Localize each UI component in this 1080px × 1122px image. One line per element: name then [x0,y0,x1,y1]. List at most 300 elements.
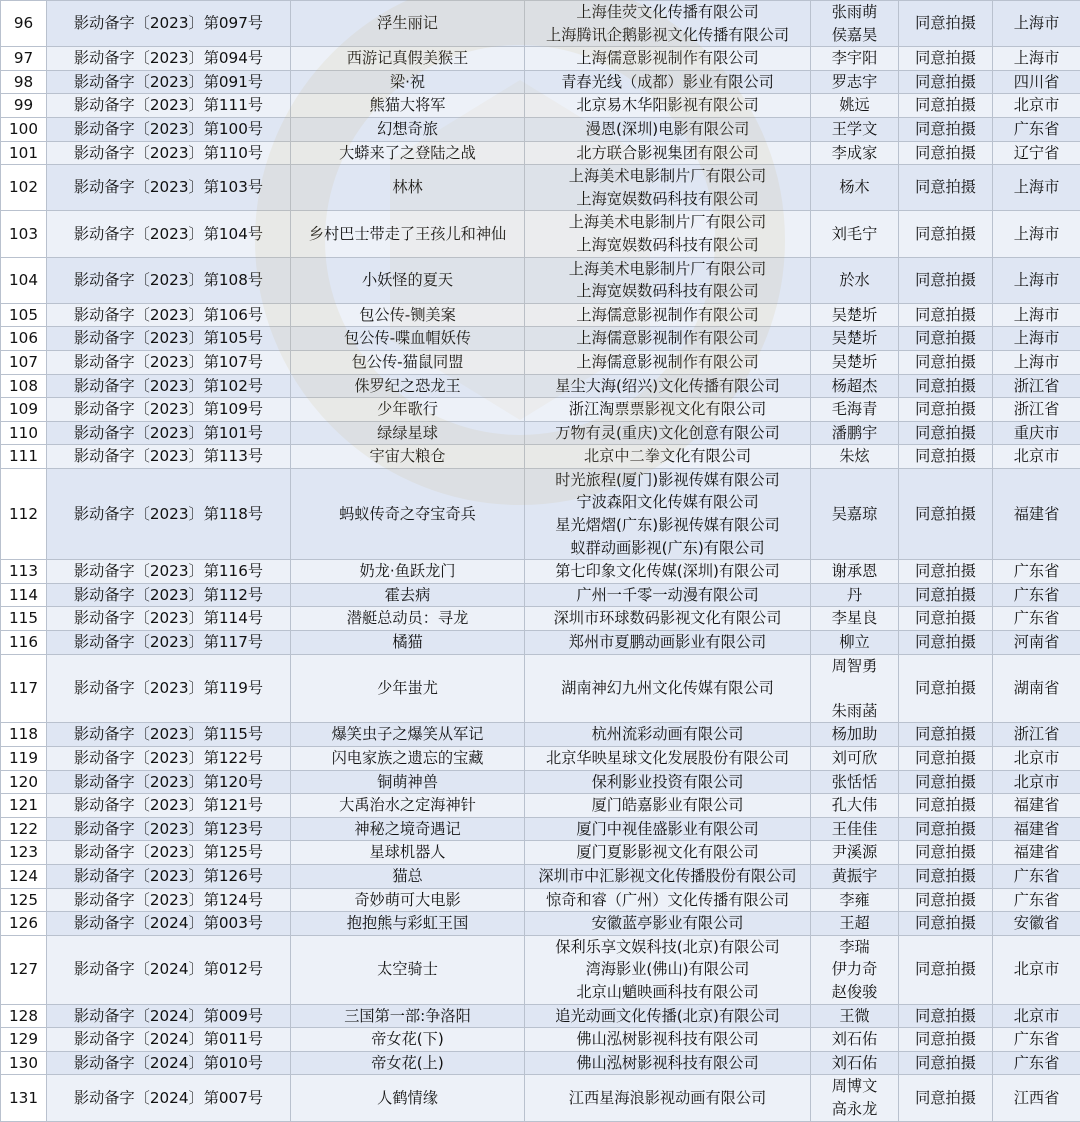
record-number-cell: 影动备字〔2024〕第011号 [47,1028,291,1052]
table-row [1,1028,1080,1052]
record-number-cell: 影动备字〔2023〕第094号 [47,47,291,71]
opinion-cell: 同意拍摄 [899,1004,993,1028]
director-name: 周智勇 [812,655,897,678]
film-title-cell: 绿绿星球 [291,421,525,445]
record-number-cell: 影动备字〔2023〕第109号 [47,398,291,422]
director-name: 刘石佑 [812,1028,897,1051]
company-cell [525,94,811,118]
company-name: 广州一千零一动漫有限公司 [526,584,809,607]
director-cell [811,631,899,655]
company-name: 上海腾讯企鹅影视文化传播有限公司 [526,24,809,47]
row-number-cell: 120 [1,770,47,794]
company-cell [525,723,811,747]
row-number-cell: 116 [1,631,47,655]
director-cell [811,165,899,211]
region-cell: 广东省 [993,560,1080,584]
row-number-cell: 131 [1,1075,47,1121]
director-cell [811,912,899,936]
film-title-cell: 宇宙大粮仓 [291,445,525,469]
region-cell: 北京市 [993,94,1080,118]
opinion-cell: 同意拍摄 [899,165,993,211]
director-name: 谢承恩 [812,560,897,583]
row-number-cell: 99 [1,94,47,118]
company-name: 星光熠熠(广东)影视传媒有限公司 [526,514,809,537]
director-cell [811,560,899,584]
director-name: 朱炫 [812,445,897,468]
company-name: 佛山泓树影视科技有限公司 [526,1052,809,1075]
opinion-cell: 同意拍摄 [899,141,993,165]
director-name: 王学文 [812,118,897,141]
film-title-cell: 乡村巴士带走了王孩儿和神仙 [291,211,525,257]
company-cell [525,468,811,559]
company-name: 深圳市环球数码影视文化有限公司 [526,607,809,630]
company-cell [525,303,811,327]
record-number-cell: 影动备字〔2023〕第100号 [47,117,291,141]
director-cell [811,794,899,818]
table-row [1,445,1080,469]
director-name: 刘可欣 [812,747,897,770]
table-row [1,935,1080,1004]
record-number-cell: 影动备字〔2024〕第010号 [47,1051,291,1075]
company-cell [525,1,811,47]
company-cell [525,141,811,165]
row-number-cell: 113 [1,560,47,584]
table-row [1,211,1080,257]
region-cell: 上海市 [993,211,1080,257]
director-name: 王佳佳 [812,818,897,841]
opinion-cell: 同意拍摄 [899,654,993,723]
company-name: 上海儒意影视制作有限公司 [526,327,809,350]
director-cell [811,1028,899,1052]
director-name: 潘鹏宇 [812,422,897,445]
record-number-cell: 影动备字〔2023〕第117号 [47,631,291,655]
film-title-cell: 梁·祝 [291,70,525,94]
company-name: 上海宽娱数码科技有限公司 [526,188,809,211]
company-cell [525,1075,811,1121]
director-name: 高永龙 [812,1098,897,1121]
company-cell [525,841,811,865]
opinion-cell: 同意拍摄 [899,864,993,888]
table-row [1,747,1080,771]
row-number-cell: 128 [1,1004,47,1028]
director-name: 侯嘉昊 [812,24,897,47]
company-name: 湖南神幻九州文化传媒有限公司 [526,677,809,700]
table-row [1,141,1080,165]
opinion-cell: 同意拍摄 [899,817,993,841]
table-row [1,1075,1080,1121]
director-cell [811,607,899,631]
film-title-cell: 霍去病 [291,583,525,607]
row-number-cell: 122 [1,817,47,841]
table-row [1,631,1080,655]
film-title-cell: 星球机器人 [291,841,525,865]
company-name: 上海儒意影视制作有限公司 [526,351,809,374]
record-number-cell: 影动备字〔2023〕第108号 [47,257,291,303]
company-name: 上海佳荧文化传播有限公司 [526,1,809,24]
opinion-cell: 同意拍摄 [899,583,993,607]
director-name: 柳立 [812,631,897,654]
region-cell: 上海市 [993,327,1080,351]
table-row [1,47,1080,71]
company-cell [525,583,811,607]
region-cell: 广东省 [993,864,1080,888]
opinion-cell: 同意拍摄 [899,935,993,1004]
director-name: 杨超杰 [812,375,897,398]
table-row [1,327,1080,351]
company-cell [525,421,811,445]
film-title-cell: 小妖怪的夏天 [291,257,525,303]
company-name: 青春光线（成都）影业有限公司 [526,71,809,94]
table-row [1,421,1080,445]
record-number-cell: 影动备字〔2023〕第097号 [47,1,291,47]
director-name: 刘石佑 [812,1052,897,1075]
table-row [1,117,1080,141]
film-title-cell: 猫总 [291,864,525,888]
director-cell [811,398,899,422]
company-cell [525,1004,811,1028]
director-cell [811,1075,899,1121]
company-name: 郑州市夏鹏动画影业有限公司 [526,631,809,654]
row-number-cell: 107 [1,350,47,374]
opinion-cell: 同意拍摄 [899,47,993,71]
director-name: 赵俊骏 [812,981,897,1004]
company-cell [525,327,811,351]
table-row [1,841,1080,865]
table-row [1,1051,1080,1075]
opinion-cell: 同意拍摄 [899,1,993,47]
row-number-cell: 129 [1,1028,47,1052]
company-name: 上海美术电影制片厂有限公司 [526,258,809,281]
region-cell: 广东省 [993,1028,1080,1052]
director-cell [811,141,899,165]
film-title-cell: 少年歌行 [291,398,525,422]
table-row [1,864,1080,888]
region-cell: 上海市 [993,257,1080,303]
row-number-cell: 112 [1,468,47,559]
row-number-cell: 105 [1,303,47,327]
company-name: 漫恩(深圳)电影有限公司 [526,118,809,141]
opinion-cell: 同意拍摄 [899,912,993,936]
row-number-cell: 117 [1,654,47,723]
company-cell [525,398,811,422]
region-cell: 广东省 [993,583,1080,607]
table-row [1,817,1080,841]
film-title-cell: 橘猫 [291,631,525,655]
director-name: 杨加助 [812,723,897,746]
director-name: 李瑞 [812,936,897,959]
table-row [1,770,1080,794]
director-name: 周博文 [812,1075,897,1098]
director-name: 吴嘉琼 [812,503,897,526]
company-cell [525,1051,811,1075]
opinion-cell: 同意拍摄 [899,117,993,141]
company-cell [525,560,811,584]
director-name: 刘毛宁 [812,223,897,246]
table-row [1,654,1080,723]
opinion-cell: 同意拍摄 [899,841,993,865]
company-name: 湾海影业(佛山)有限公司 [526,958,809,981]
company-name: 上海美术电影制片厂有限公司 [526,211,809,234]
company-cell [525,817,811,841]
film-title-cell: 包公传-猫鼠同盟 [291,350,525,374]
film-title-cell: 抱抱熊与彩虹王国 [291,912,525,936]
company-cell [525,117,811,141]
opinion-cell: 同意拍摄 [899,888,993,912]
film-title-cell: 幻想奇旅 [291,117,525,141]
film-title-cell: 包公传-铡美案 [291,303,525,327]
director-name: 吴楚圻 [812,351,897,374]
company-name: 上海宽娱数码科技有限公司 [526,280,809,303]
row-number-cell: 104 [1,257,47,303]
company-cell [525,445,811,469]
director-cell [811,723,899,747]
opinion-cell: 同意拍摄 [899,1075,993,1121]
record-number-cell: 影动备字〔2023〕第111号 [47,94,291,118]
row-number-cell: 130 [1,1051,47,1075]
opinion-cell: 同意拍摄 [899,374,993,398]
film-title-cell: 三国第一部:争洛阳 [291,1004,525,1028]
record-number-cell: 影动备字〔2024〕第003号 [47,912,291,936]
row-number-cell: 127 [1,935,47,1004]
film-title-cell: 包公传-喋血帽妖传 [291,327,525,351]
row-number-cell: 108 [1,374,47,398]
opinion-cell: 同意拍摄 [899,747,993,771]
company-name: 北京中二拳文化有限公司 [526,445,809,468]
director-name: 王超 [812,912,897,935]
region-cell: 北京市 [993,1004,1080,1028]
director-cell [811,211,899,257]
opinion-cell: 同意拍摄 [899,1051,993,1075]
director-name: 李雍 [812,889,897,912]
table-row [1,374,1080,398]
record-number-cell: 影动备字〔2023〕第105号 [47,327,291,351]
row-number-cell: 106 [1,327,47,351]
film-title-cell: 侏罗纪之恐龙王 [291,374,525,398]
row-number-cell: 100 [1,117,47,141]
company-cell [525,888,811,912]
table-row [1,398,1080,422]
row-number-cell: 103 [1,211,47,257]
record-number-cell: 影动备字〔2024〕第012号 [47,935,291,1004]
director-name: 伊力奇 [812,958,897,981]
region-cell: 浙江省 [993,723,1080,747]
company-name: 追光动画文化传播(北京)有限公司 [526,1005,809,1028]
company-name: 时光旅程(厦门)影视传媒有限公司 [526,469,809,492]
table-row [1,607,1080,631]
region-cell: 广东省 [993,607,1080,631]
opinion-cell: 同意拍摄 [899,327,993,351]
record-number-cell: 影动备字〔2023〕第104号 [47,211,291,257]
region-cell: 福建省 [993,794,1080,818]
region-cell: 北京市 [993,935,1080,1004]
film-title-cell: 西游记真假美猴王 [291,47,525,71]
company-cell [525,864,811,888]
company-cell [525,912,811,936]
record-number-cell: 影动备字〔2023〕第124号 [47,888,291,912]
opinion-cell: 同意拍摄 [899,770,993,794]
record-number-cell: 影动备字〔2023〕第102号 [47,374,291,398]
company-name: 杭州流彩动画有限公司 [526,723,809,746]
director-cell [811,817,899,841]
director-name: 朱雨菡 [812,700,897,723]
film-title-cell: 浮生丽记 [291,1,525,47]
row-number-cell: 101 [1,141,47,165]
director-name: 孔大伟 [812,794,897,817]
company-cell [525,631,811,655]
table-row [1,1004,1080,1028]
director-name [812,677,897,700]
record-number-cell: 影动备字〔2023〕第110号 [47,141,291,165]
company-name: 保利乐享文娱科技(北京)有限公司 [526,936,809,959]
table-row [1,303,1080,327]
company-cell [525,257,811,303]
row-number-cell: 102 [1,165,47,211]
director-name: 尹溪源 [812,841,897,864]
director-cell [811,583,899,607]
director-name: 於水 [812,269,897,292]
company-name: 第七印象文化传媒(深圳)有限公司 [526,560,809,583]
director-cell [811,1051,899,1075]
table-row [1,794,1080,818]
director-name: 张雨萌 [812,1,897,24]
table-body [1,1,1080,1122]
record-number-cell: 影动备字〔2023〕第122号 [47,747,291,771]
table-row [1,583,1080,607]
record-number-cell: 影动备字〔2023〕第123号 [47,817,291,841]
director-name: 王微 [812,1005,897,1028]
region-cell: 浙江省 [993,374,1080,398]
film-title-cell: 蚂蚁传奇之夺宝奇兵 [291,468,525,559]
film-title-cell: 神秘之境奇遇记 [291,817,525,841]
record-number-cell: 影动备字〔2023〕第101号 [47,421,291,445]
company-cell [525,794,811,818]
record-number-cell: 影动备字〔2023〕第116号 [47,560,291,584]
record-number-cell: 影动备字〔2024〕第009号 [47,1004,291,1028]
region-cell: 上海市 [993,1,1080,47]
director-cell [811,94,899,118]
region-cell: 北京市 [993,770,1080,794]
company-cell [525,770,811,794]
region-cell: 广东省 [993,1051,1080,1075]
company-name: 上海美术电影制片厂有限公司 [526,165,809,188]
film-title-cell: 太空骑士 [291,935,525,1004]
opinion-cell: 同意拍摄 [899,257,993,303]
director-cell [811,770,899,794]
opinion-cell: 同意拍摄 [899,70,993,94]
record-number-cell: 影动备字〔2023〕第103号 [47,165,291,211]
company-name: 浙江淘票票影视文化有限公司 [526,398,809,421]
director-name: 杨木 [812,176,897,199]
opinion-cell: 同意拍摄 [899,468,993,559]
opinion-cell: 同意拍摄 [899,1028,993,1052]
film-title-cell: 爆笑虫子之爆笑从军记 [291,723,525,747]
company-cell [525,654,811,723]
record-number-cell: 影动备字〔2023〕第091号 [47,70,291,94]
region-cell: 福建省 [993,841,1080,865]
director-cell [811,47,899,71]
table-row [1,350,1080,374]
company-cell [525,607,811,631]
director-name: 李宇阳 [812,47,897,70]
record-number-cell: 影动备字〔2023〕第126号 [47,864,291,888]
table-row [1,912,1080,936]
region-cell: 江西省 [993,1075,1080,1121]
row-number-cell: 121 [1,794,47,818]
company-name: 江西星海浪影视动画有限公司 [526,1087,809,1110]
director-cell [811,747,899,771]
row-number-cell: 98 [1,70,47,94]
director-cell [811,654,899,723]
film-title-cell: 大蟒来了之登陆之战 [291,141,525,165]
director-cell [811,864,899,888]
table-row [1,257,1080,303]
film-title-cell: 林林 [291,165,525,211]
record-number-cell: 影动备字〔2023〕第119号 [47,654,291,723]
row-number-cell: 114 [1,583,47,607]
opinion-cell: 同意拍摄 [899,723,993,747]
director-cell [811,468,899,559]
record-number-cell: 影动备字〔2023〕第125号 [47,841,291,865]
record-number-cell: 影动备字〔2024〕第007号 [47,1075,291,1121]
region-cell: 上海市 [993,165,1080,211]
opinion-cell: 同意拍摄 [899,631,993,655]
company-name: 宁波森阳文化传媒有限公司 [526,491,809,514]
record-number-cell: 影动备字〔2023〕第120号 [47,770,291,794]
record-number-cell: 影动备字〔2023〕第107号 [47,350,291,374]
company-cell [525,1028,811,1052]
region-cell: 上海市 [993,350,1080,374]
company-name: 蚁群动画影视(广东)有限公司 [526,537,809,560]
director-cell [811,257,899,303]
region-cell: 浙江省 [993,398,1080,422]
company-cell [525,747,811,771]
table-row [1,888,1080,912]
director-cell [811,888,899,912]
row-number-cell: 115 [1,607,47,631]
company-name: 厦门皓嘉影业有限公司 [526,794,809,817]
company-name: 深圳市中汇影视文化传播股份有限公司 [526,865,809,888]
director-name: 吴楚圻 [812,304,897,327]
row-number-cell: 126 [1,912,47,936]
table-row [1,468,1080,559]
table-row [1,70,1080,94]
company-name: 惊奇和睿（广州）文化传播有限公司 [526,889,809,912]
table-row [1,94,1080,118]
company-name: 北京华映星球文化发展股份有限公司 [526,747,809,770]
director-cell [811,935,899,1004]
region-cell: 河南省 [993,631,1080,655]
region-cell: 重庆市 [993,421,1080,445]
region-cell: 北京市 [993,445,1080,469]
director-cell [811,1,899,47]
film-title-cell: 少年蚩尤 [291,654,525,723]
film-title-cell: 帝女花(下) [291,1028,525,1052]
company-name: 星尘大海(绍兴)文化传播有限公司 [526,375,809,398]
region-cell: 四川省 [993,70,1080,94]
company-name: 厦门中视佳盛影业有限公司 [526,818,809,841]
opinion-cell: 同意拍摄 [899,94,993,118]
company-cell [525,935,811,1004]
record-number-cell: 影动备字〔2023〕第118号 [47,468,291,559]
record-number-cell: 影动备字〔2023〕第106号 [47,303,291,327]
film-title-cell: 闪电家族之遗忘的宝藏 [291,747,525,771]
company-cell [525,350,811,374]
row-number-cell: 110 [1,421,47,445]
director-cell [811,303,899,327]
region-cell: 辽宁省 [993,141,1080,165]
row-number-cell: 111 [1,445,47,469]
director-cell [811,327,899,351]
